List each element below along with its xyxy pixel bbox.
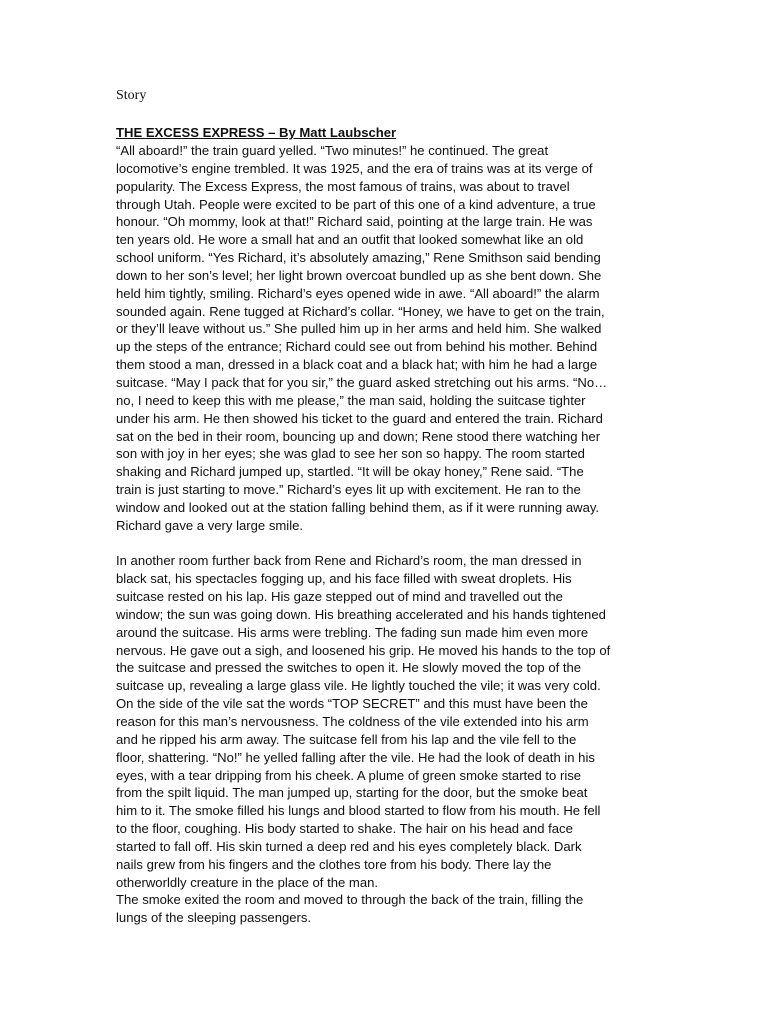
text-line: started to fall off. His skin turned a deep red and his eyes completely black. Dark [116,838,582,854]
paragraph-spacer [116,535,656,553]
text-line: nervous. He gave out a sigh, and loosened his grip. He moved his hands to the top of [116,642,611,658]
text-line: In another room further back from Rene and Richard’s room, the man dressed in [116,553,582,569]
text-line: The smoke exited the room and moved to through the back of the train, filling the [116,892,584,908]
paragraph-2 [116,552,656,927]
text-line: held him tightly, smiling. Richard’s eyes opened wide in awe. “All aboard!” the alarm [116,285,600,301]
text-line: train is just starting to move.” Richard’s eyes lit up with excitement. He ran to the [116,482,581,498]
text-line: locomotive’s engine trembled. It was 1925, and the era of trains was at its verge of [116,160,593,176]
page-heading: Story [116,88,147,103]
text-line: no, I need to keep this with me please,” the man said, holding the suitcase tighter [116,392,586,408]
text-line: up the steps of the entrance; Richard could see out from behind his mother. Behind [116,339,598,355]
text-line: suitcase up, revealing a large glass vile. He lightly touched the vile; it was very cold. [116,678,601,694]
text-line: to the floor, coughing. His body started to shake. The hair on his head and face [116,821,573,837]
text-line: the suitcase and pressed the switches to open it. He slowly moved the top of the [116,660,582,676]
document-body [116,86,656,927]
text-line: otherworldly creature in the place of the man. [116,874,379,890]
text-line: nails grew from his fingers and the clothes tore from his body. There lay the [116,856,552,872]
text-line: popularity. The Excess Express, the most famous of trains, was about to travel [116,178,570,194]
text-line: ten years old. He wore a small hat and an outfit that looked somewhat like an old [116,232,584,248]
text-line: sounded again. Rene tugged at Richard’s collar. “Honey, we have to get on the train, [116,303,605,319]
text-line: reason for this man’s nervousness. The coldness of the vile extended into his arm [116,714,589,729]
paragraph-1 [116,142,656,535]
text-line: down to her son’s level; her light brown overcoat bundled up as she bent down. She [116,267,602,283]
text-line: son with joy in her eyes; she was glad to see her son so happy. The room started [116,446,585,462]
text-line: from the spilt liquid. The man jumped up, starting for the door, but the smoke beat [116,785,588,801]
text-line: sat on the bed in their room, bouncing up and down; Rene stood there watching her [116,428,601,444]
text-line: On the side of the vile sat the words “TOP SECRET” and this must have been the [116,696,588,712]
text-line: Richard gave a very large smile. [116,517,304,533]
text-line: suitcase. “May I pack that for you sir,” the guard asked stretching out his arms. “No… [116,374,608,390]
text-line: honour. “Oh mommy, look at that!” Richard said, pointing at the large train. He was [116,214,593,230]
story-title: THE EXCESS EXPRESS – By Matt Laubscher [116,125,397,140]
text-line: shaking and Richard jumped up, startled. “It will be okay honey,” Rene said. “The [116,464,584,480]
text-line: window; the sun was going down. His breathing accelerated and his hands tightened [116,606,606,622]
text-line: lungs of the sleeping passengers. [116,910,312,926]
text-line: floor, shattering. “No!” he yelled falling after the vile. He had the look of death in his [116,749,595,765]
text-line: black sat, his spectacles fogging up, and his face filled with sweat droplets. His [116,571,572,587]
text-line: window and looked out at the station falling behind them, as if it were running away. [116,499,600,515]
text-line: under his arm. He then showed his ticket to the guard and entered the train. Richard [116,410,603,426]
text-line: school uniform. “Yes Richard, it’s absolutely amazing,” Rene Smithson said bending [116,250,601,266]
text-line: them stood a man, dressed in a black coat and a black hat; with him he had a large [116,357,598,373]
text-line: suitcase rested on his lap. His gaze stepped out of mind and travelled out the [116,589,563,605]
text-line: eyes, with a tear dripping from his cheek. A plume of green smoke started to rise [116,767,582,783]
text-line: “All aboard!” the train guard yelled. “Two minutes!” he continued. The great [116,143,549,158]
text-line: through Utah. People were excited to be part of this one of a kind adventure, a true [116,196,596,212]
text-line: and he ripped his arm away. The suitcase fell from his lap and the vile fell to the [116,731,577,747]
text-line: or they’ll leave without us.” She pulled him up in her arms and held him. She walked [116,321,602,337]
text-line: him to it. The smoke filled his lungs and blood started to flow from his mouth. He fell [116,803,601,819]
text-line: around the suitcase. His arms were trebling. The fading sun made him even more [116,624,589,640]
